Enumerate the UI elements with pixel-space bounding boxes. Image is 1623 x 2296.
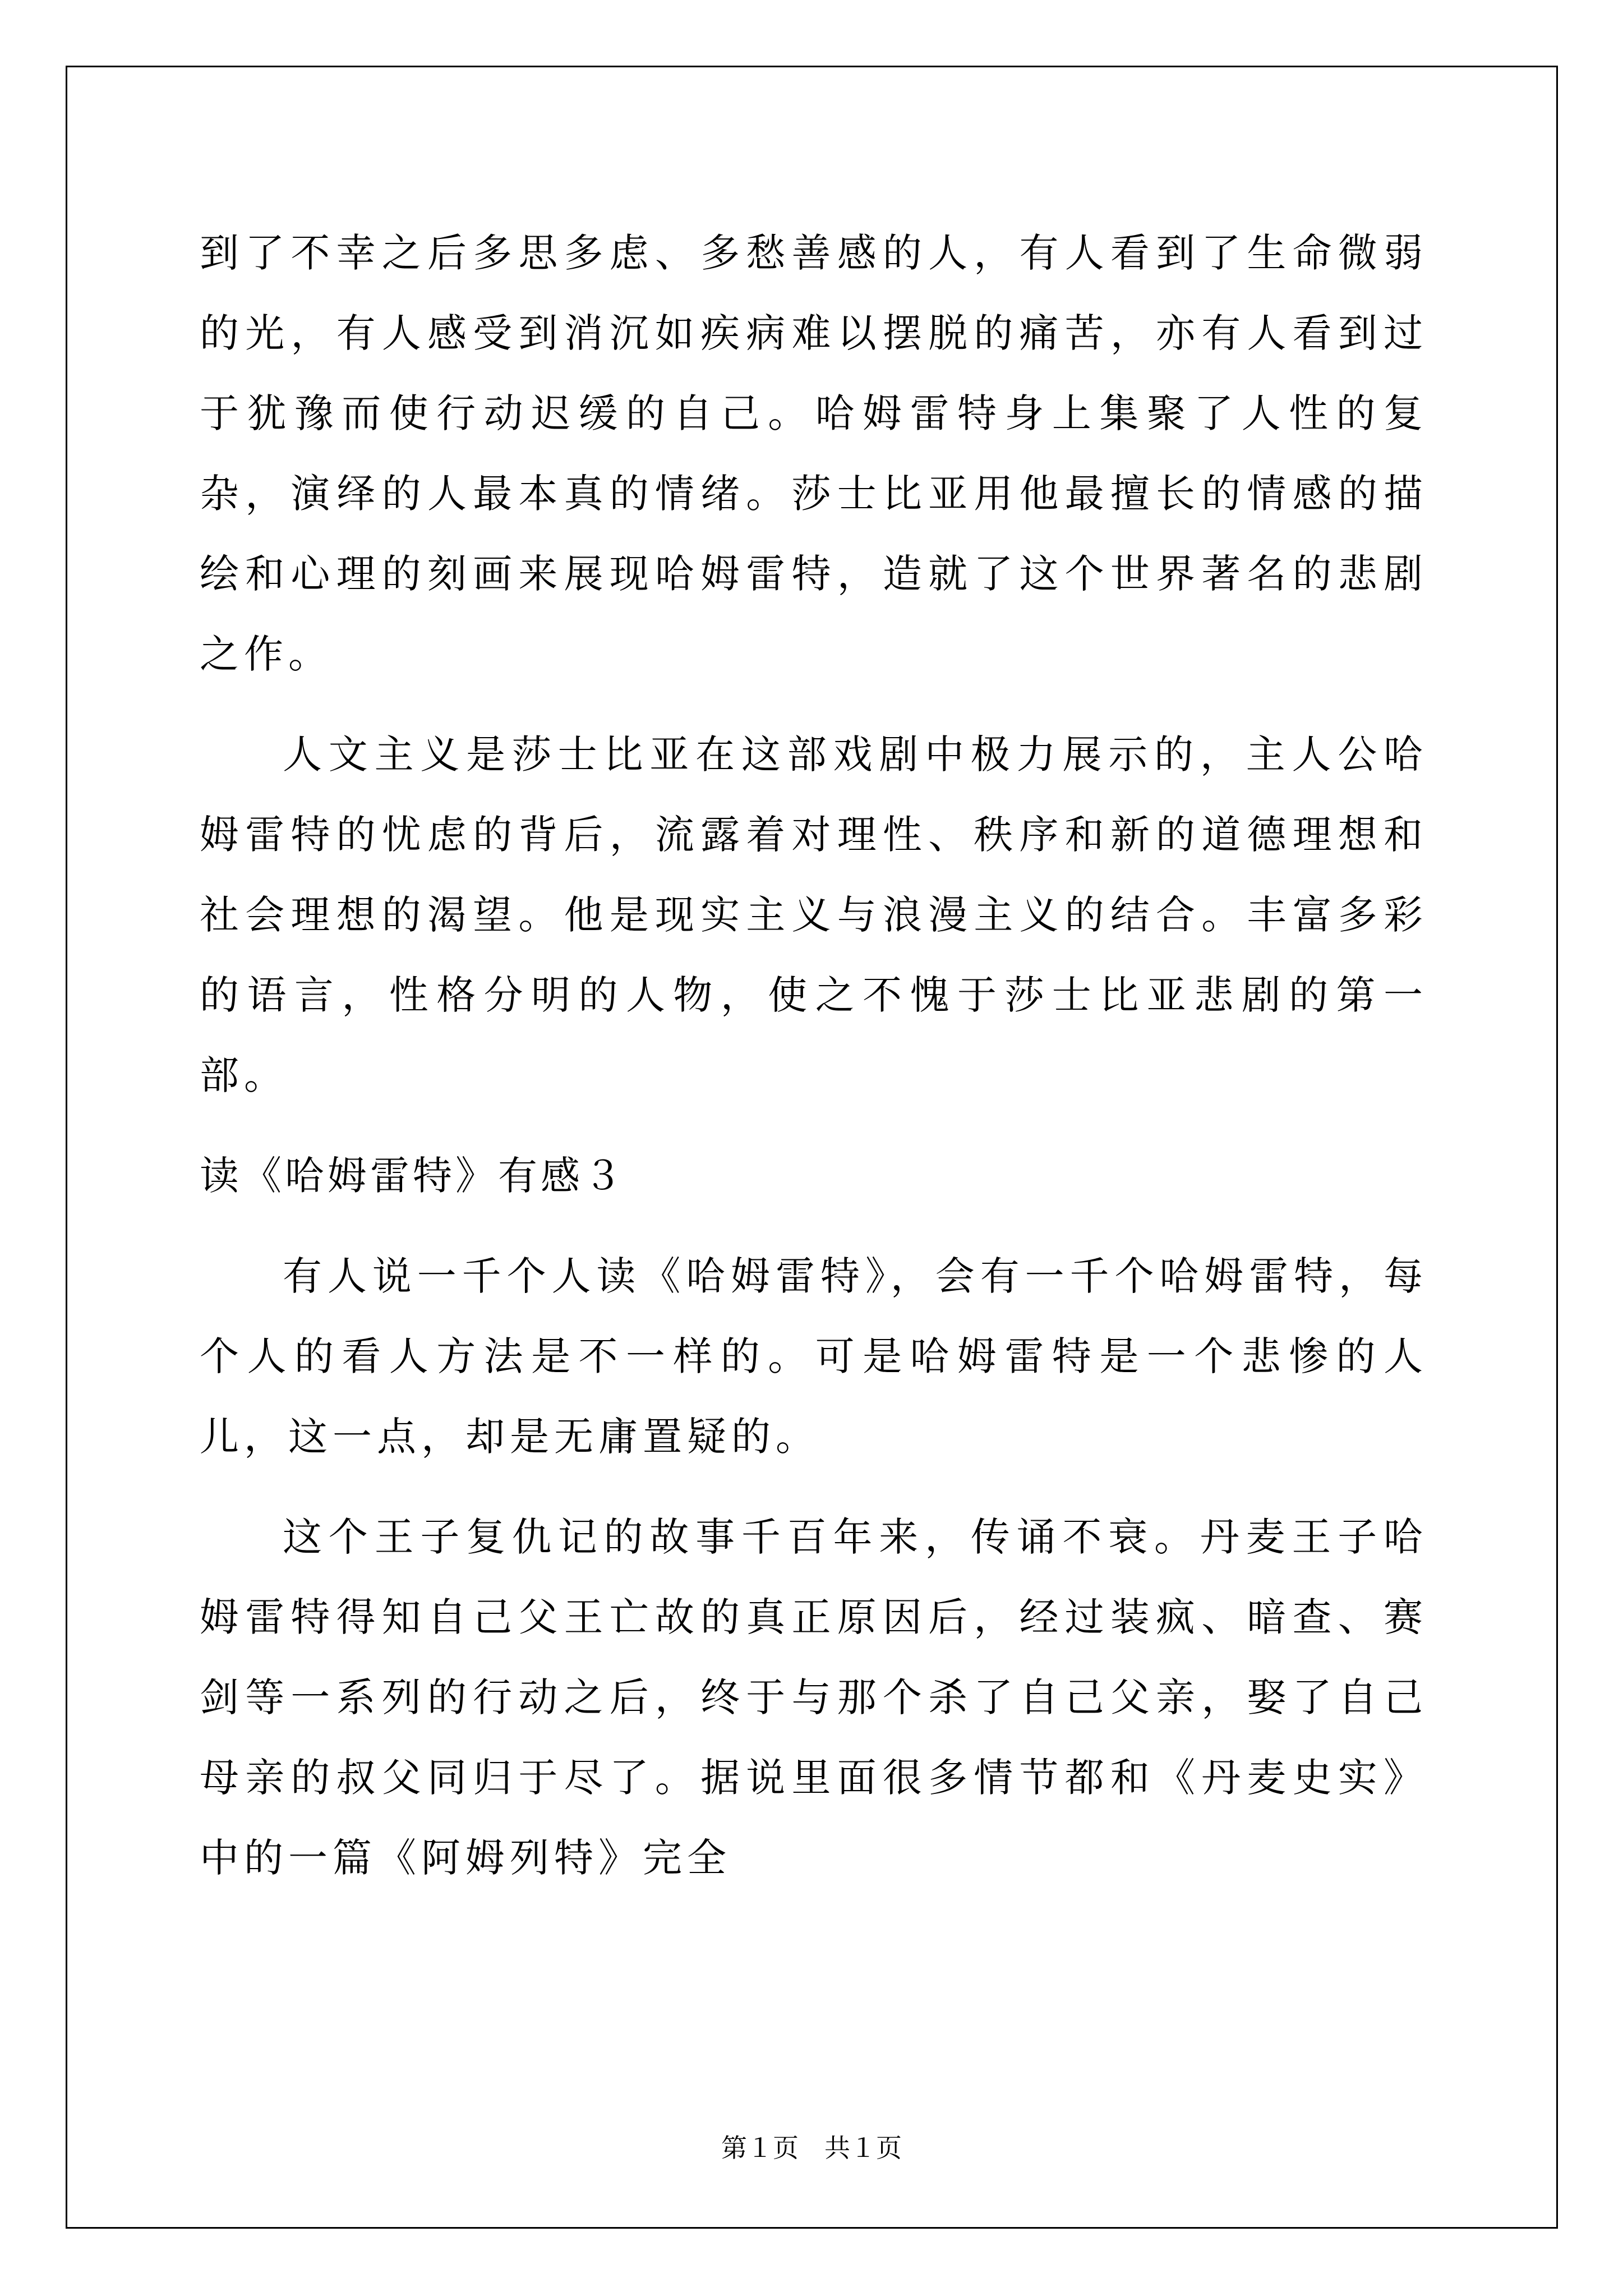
document-body [200, 213, 1428, 1898]
paragraph-3: 有人说一千个人读《哈姆雷特》，会有一千个哈姆雷特，每个人的看人方法是不一样的。可是哈姆雷特是一个悲惨的人儿，这一点，却是无庸置疑的。 [200, 1253, 1428, 1460]
paragraph-4: 这个王子复仇记的故事千百年来，传诵不衰。丹麦王子哈姆雷特得知自己父王亡故的真正原因后，经过装疯、暗查、赛剑等一系列的行动之后，终于与那个杀了自己父亲，娶了自己母亲的叔父同归于尽了。据说里面很多情节都和《丹麦史实》中的一篇《阿姆列特》完全 [200, 1514, 1428, 1881]
page-footer: 第１页 共１页 [721, 2133, 902, 2163]
paragraph-2: 人文主义是莎士比亚在这部戏剧中极力展示的，主人公哈姆雷特的忧虑的背后，流露着对理性、秩序和新的道德理想和社会理想的渴望。他是现实主义与浪漫主义的结合。丰富多彩的语言，性格分明的人物，使之不愧于莎士比亚悲剧的第一部。 [200, 731, 1428, 1098]
section-heading: 读《哈姆雷特》有感３ [200, 1153, 626, 1199]
paragraph-1: 到了不幸之后多思多虑、多愁善感的人，有人看到了生命微弱的光，有人感受到消沉如疾病难以摆脱的痛苦，亦有人看到过于犹豫而使行动迟缓的自己。哈姆雷特身上集聚了人性的复杂，演绎的人最本真的情绪。莎士比亚用他最擅长的情感的描绘和心理的刻画来展现哈姆雷特，造就了这个世界著名的悲剧之作。 [200, 230, 1428, 677]
